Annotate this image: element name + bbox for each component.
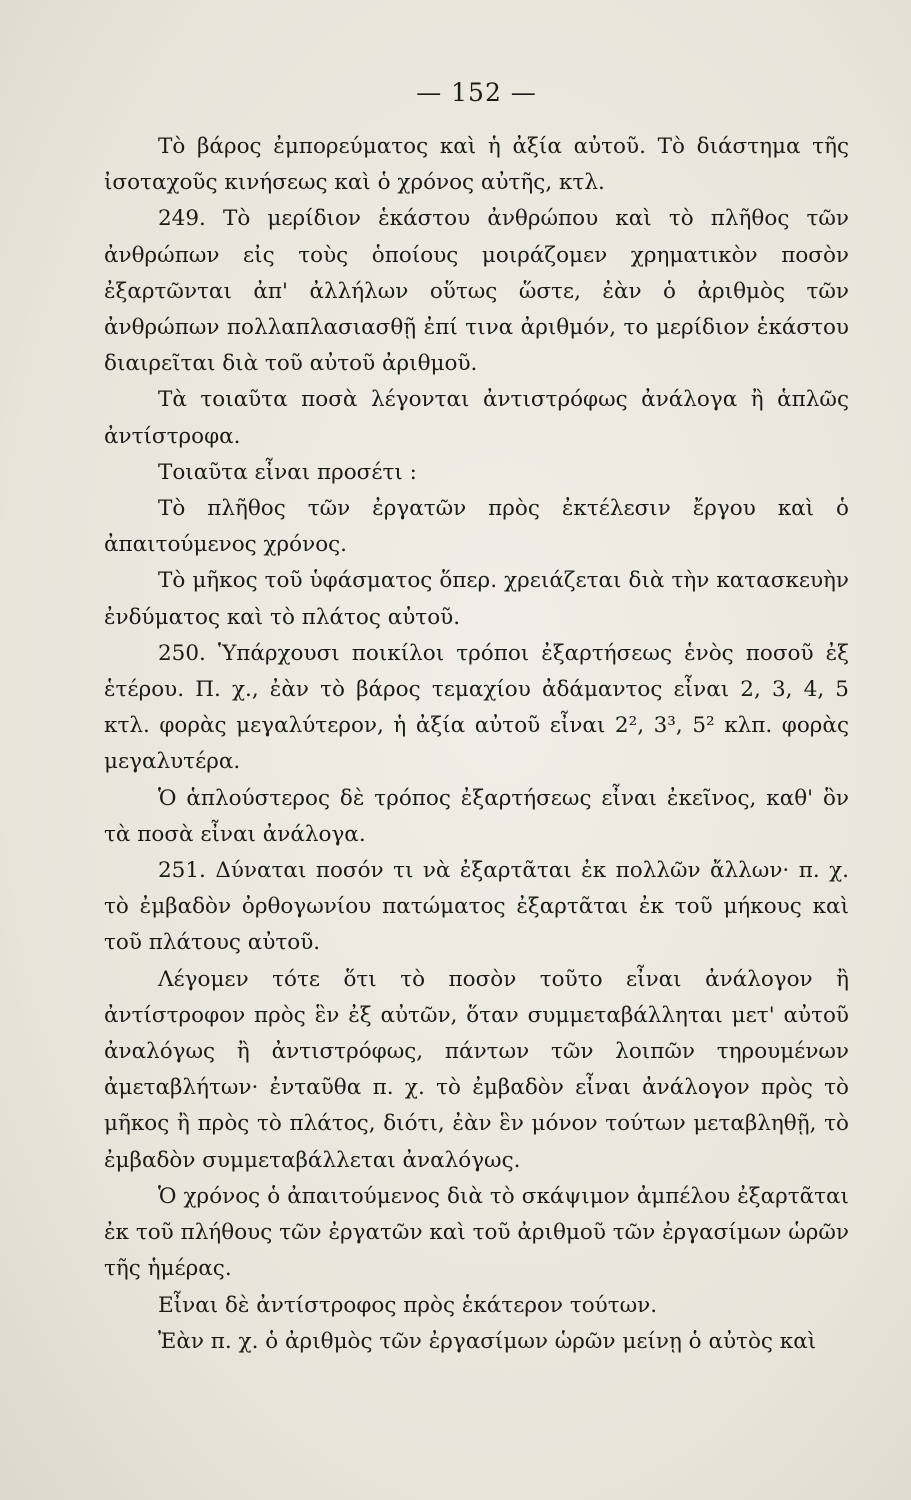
paragraph-11: Ὁ χρόνος ὁ ἀπαιτούμενος διὰ τὸ σκάψιμον ἀμπέλου ἐξαρτᾶται ἐκ τοῦ πλήθους τῶν ἐργατῶν καὶ τοῦ ἀριθμοῦ τῶν ἐργασίμων ὡρῶν τῆς ἡμέρας.: [104, 1183, 849, 1282]
paragraph-250: 250. Ὑπάρχουσι ποικίλοι τρόποι ἐξαρτήσεως ἑνὸς ποσοῦ ἐξ ἑτέρου. Π. χ., ἐὰν τὸ βάρος τεμαχίου ἀδάμαντος εἶναι 2, 3, 4, 5 κτλ. φορὰς μεγαλύτερον, ἡ ἀξία αὐτοῦ εἶναι 2², 3³, 5² κλπ. φορὰς μεγαλυτέρα.: [104, 640, 849, 775]
paragraph-8: Ὁ ἁπλούστερος δὲ τρόπος ἐξαρτήσεως εἶναι ἐκεῖνος, καθ' ὃν τὰ ποσὰ εἶναι ἀνάλογα.: [104, 785, 849, 847]
paragraph-10: Λέγομεν τότε ὅτι τὸ ποσὸν τοῦτο εἶναι ἀνάλογον ἢ ἀντίστροφον πρὸς ἓν ἐξ αὐτῶν, ὅταν συμμεταβάλληται μετ' αὐτοῦ ἀναλόγως ἢ ἀντιστρόφως, πάντων τῶν λοιπῶν τηρουμένων ἀμεταβλήτων· ἐνταῦθα π. χ. τὸ ἐμβαδὸν εἶναι ἀνάλογον πρὸς τὸ μῆκος ἢ πρὸς τὸ πλάτος, διότι, ἐὰν ἓν μόνον τούτων μεταβληθῇ, τὸ ἐμβαδὸν συμμεταβάλλεται ἀναλόγως.: [104, 966, 849, 1173]
paragraph-5: Τὸ πλῆθος τῶν ἐργατῶν πρὸς ἐκτέλεσιν ἔργου καὶ ὁ ἀπαιτούμενος χρόνος.: [104, 496, 849, 558]
paragraph-12: Εἶναι δὲ ἀντίστροφος πρὸς ἑκάτερον τούτων.: [158, 1292, 658, 1318]
paragraph-4: Τοιαῦτα εἶναι προσέτι :: [158, 459, 417, 485]
paragraph-249: 249. Τὸ μερίδιον ἑκάστου ἀνθρώπου καὶ τὸ πλῆθος τῶν ἀνθρώπων εἰς τοὺς ὁποίους μοιράζομεν χρηματικὸν ποσὸν ἐξαρτῶνται ἀπ' ἀλλήλων οὕτως ὥστε, ἐὰν ὁ ἀριθμὸς τῶν ἀνθρώπων πολλαπλασιασθῇ ἐπί τινα ἀριθμόν, το μερίδιον ἑκάστου διαιρεῖται διὰ τοῦ αὐτοῦ ἀριθμοῦ.: [104, 206, 849, 377]
paragraph-1: Τὸ βάρος ἐμπορεύματος καὶ ἡ ἀξία αὐτοῦ. Τὸ διάστημα τῆς ἰσοταχοῦς κινήσεως καὶ ὁ χρόνος αὐτῆς, κτλ.: [104, 134, 849, 196]
paragraph-3: Τὰ τοιαῦτα ποσὰ λέγονται ἀντιστρόφως ἀνάλογα ἢ ἁπλῶς ἀντίστροφα.: [104, 387, 849, 449]
paragraph-251: 251. Δύναται ποσόν τι νὰ ἐξαρτᾶται ἐκ πολλῶν ἄλλων· π. χ. τὸ ἐμβαδὸν ὀρθογωνίου πατώματος ἐξαρτᾶται ἐκ τοῦ μήκους καὶ τοῦ πλάτους αὐτοῦ.: [104, 858, 849, 956]
paragraph-6: Τὸ μῆκος τοῦ ὑφάσματος ὅπερ. χρειάζεται διὰ τὴν κατασκευὴν ἐνδύματος καὶ τὸ πλάτος αὐτοῦ.: [104, 568, 849, 630]
page-number: — 152 —: [416, 78, 537, 107]
paragraph-13: Ἐὰν π. χ. ὁ ἀριθμὸς τῶν ἐργασίμων ὡρῶν μείνῃ ὁ αὐτὸς καὶ: [158, 1328, 817, 1354]
